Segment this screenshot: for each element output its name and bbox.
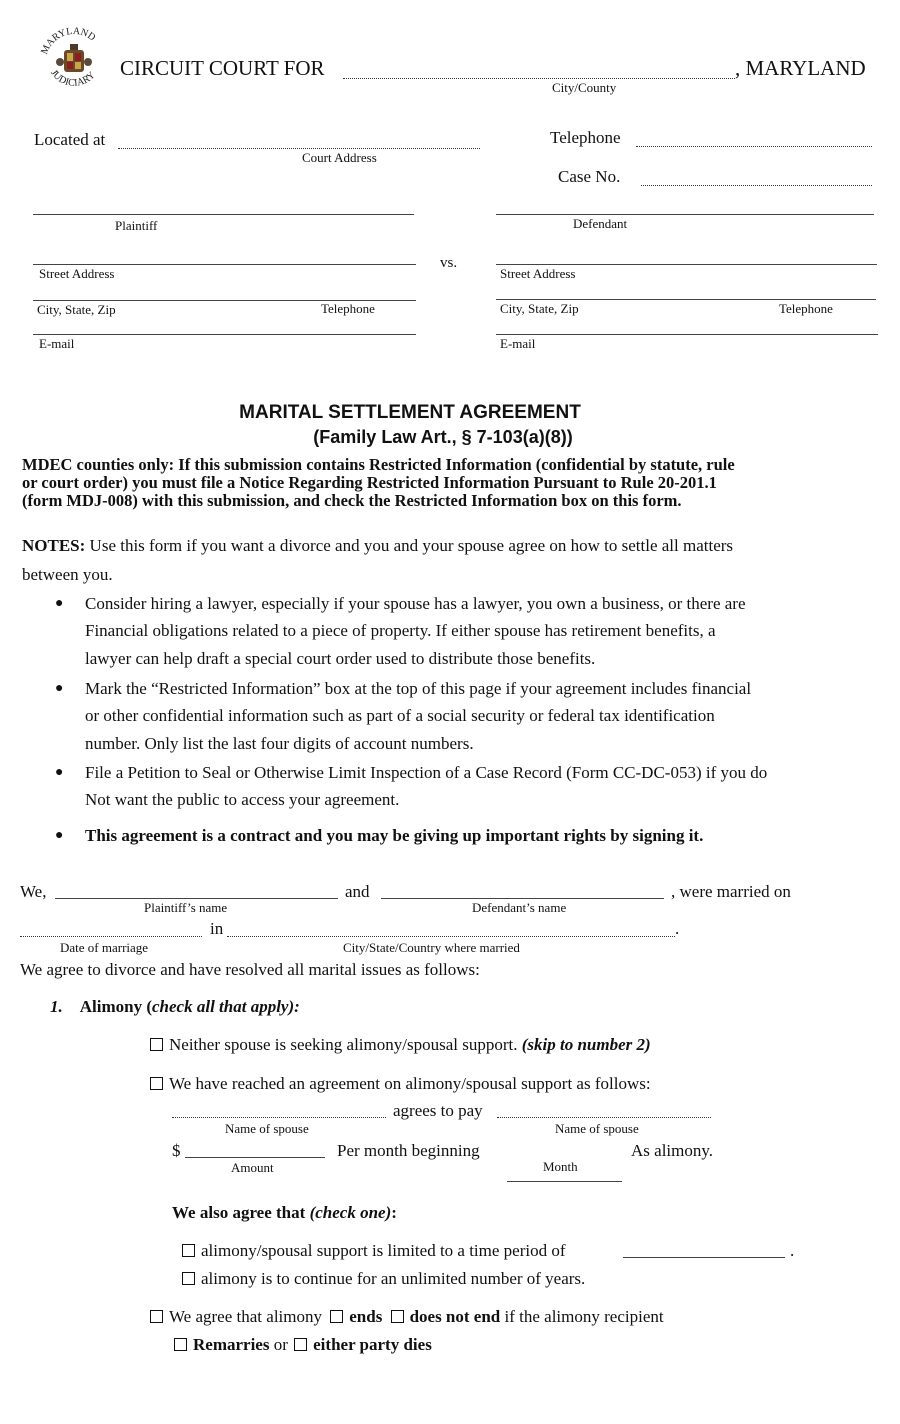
- court-title-prefix: CIRCUIT COURT FOR: [120, 56, 325, 80]
- we-label: We,: [20, 882, 47, 901]
- time-period-field[interactable]: [623, 1240, 785, 1258]
- skip-instruction: (skip to number 2): [521, 1035, 651, 1054]
- seal-icon: [36, 22, 112, 98]
- checkbox[interactable]: [294, 1338, 307, 1351]
- bullet-icon: ●: [55, 765, 64, 780]
- defendant-city-field[interactable]: [496, 283, 876, 300]
- in-label: in: [210, 919, 224, 938]
- dollar-sign: $: [172, 1141, 181, 1160]
- plaintiff-city-field[interactable]: [33, 284, 416, 301]
- option-agreement[interactable]: [150, 1074, 651, 1094]
- city-county-field[interactable]: [343, 60, 735, 79]
- checkbox[interactable]: [150, 1038, 163, 1051]
- payer-spouse-field[interactable]: [172, 1102, 386, 1118]
- note-line: File a Petition to Seal or Otherwise Limit Inspection of a Case Record (Form CC-DC-053) if you do: [85, 763, 768, 782]
- period: .: [675, 919, 680, 938]
- checkbox[interactable]: [182, 1272, 195, 1285]
- bullet-icon: ●: [55, 681, 64, 696]
- defendant-street-label: Street Address: [500, 266, 576, 281]
- notes-intro: [22, 536, 733, 556]
- note-line: or other confidential information such as part of a social security or federal tax identification: [85, 706, 715, 725]
- were-married-label: , were married on: [671, 882, 791, 901]
- also-agree-colon: :: [391, 1203, 397, 1222]
- option-no-alimony-text: Neither spouse is seeking alimony/spousal support.: [169, 1035, 518, 1054]
- defendant-name-field[interactable]: [496, 198, 874, 215]
- case-number-field[interactable]: [641, 167, 872, 186]
- place-of-marriage-label: City/State/Country where married: [343, 940, 520, 955]
- option-unlimited-text: alimony is to continue for an unlimited number of years.: [201, 1269, 586, 1288]
- plaintiff-label: Plaintiff: [115, 218, 158, 233]
- alimony-title: Alimony (: [79, 997, 152, 1016]
- notes-intro-text: Use this form if you want a divorce and you and your spouse agree on how to settle all matters: [85, 536, 734, 555]
- either-dies-option: either party dies: [313, 1335, 432, 1354]
- check-one-instruction: (check one): [309, 1203, 392, 1222]
- defendant-telephone-label: Telephone: [779, 301, 833, 316]
- date-of-marriage-label: Date of marriage: [60, 940, 149, 955]
- case-no-label: Case No.: [558, 167, 621, 186]
- bullet-icon: ●: [55, 828, 64, 843]
- payer-spouse-label: Name of spouse: [225, 1121, 309, 1136]
- note-line: Financial obligations related to a piece of property. If either spouse has retirement benefits, a: [85, 621, 716, 640]
- remarries-option: Remarries: [193, 1335, 270, 1354]
- checkbox[interactable]: [150, 1077, 163, 1090]
- plaintiff-street-field[interactable]: [33, 248, 416, 265]
- per-month-label: Per month beginning: [337, 1141, 480, 1160]
- plaintiff-city-label: City, State, Zip: [37, 302, 116, 317]
- we-agree-text: We agree that alimony: [169, 1307, 322, 1326]
- date-of-marriage-field[interactable]: [20, 920, 202, 937]
- agrees-to-pay-label: agrees to pay: [393, 1101, 483, 1120]
- and-label: and: [345, 882, 370, 901]
- checkbox[interactable]: [182, 1244, 195, 1257]
- also-agree-text: We also agree that: [172, 1203, 310, 1222]
- alimony-instruction: check all that apply):: [152, 997, 300, 1016]
- resolved-statement: We agree to divorce and have resolved all marital issues as follows:: [20, 960, 480, 979]
- defendant-email-label: E-mail: [500, 336, 536, 351]
- checkbox[interactable]: [330, 1310, 343, 1323]
- or-text: or: [273, 1335, 288, 1354]
- option-agreement-text: We have reached an agreement on alimony/spousal support as follows:: [169, 1074, 651, 1093]
- limited-period: .: [790, 1241, 795, 1260]
- if-recipient-text: if the alimony recipient: [504, 1307, 664, 1326]
- plaintiff-name-field[interactable]: [33, 198, 414, 215]
- maryland-judiciary-seal: [36, 22, 112, 98]
- plaintiff-telephone-label: Telephone: [321, 301, 375, 316]
- amount-label: Amount: [231, 1160, 274, 1175]
- option-unlimited[interactable]: [182, 1269, 585, 1289]
- defendant-email-field[interactable]: [496, 318, 878, 335]
- form-title: MARITAL SETTLEMENT AGREEMENT: [239, 402, 581, 423]
- mdec-notice: [22, 456, 735, 510]
- month-label: Month: [543, 1159, 578, 1174]
- option-termination[interactable]: [150, 1307, 664, 1327]
- amount-field[interactable]: [185, 1140, 325, 1158]
- note-line: number. Only list the last four digits of account numbers.: [85, 734, 474, 753]
- does-not-end-option: does not end: [409, 1307, 501, 1326]
- located-at-label: Located at: [34, 130, 106, 149]
- plaintiffs-name-label: Plaintiff’s name: [144, 900, 228, 915]
- note-line: Consider hiring a lawyer, especially if your spouse has a lawyer, you own a business, or there are: [85, 594, 746, 613]
- note-line: lawyer can help draft a special court order used to distribute those benefits.: [85, 649, 596, 668]
- court-address-label: Court Address: [302, 150, 377, 165]
- checkbox[interactable]: [391, 1310, 404, 1323]
- defendant-city-label: City, State, Zip: [500, 301, 579, 316]
- mdec-line: or court order) you must file a Notice Regarding Restricted Information Pursuant to Rule 20-201.1: [22, 473, 717, 492]
- versus-label: vs.: [440, 255, 458, 271]
- as-alimony-label: As alimony.: [631, 1141, 714, 1160]
- checkbox[interactable]: [174, 1338, 187, 1351]
- plaintiff-name-input[interactable]: [55, 880, 338, 899]
- court-telephone-field[interactable]: [636, 128, 872, 147]
- plaintiff-street-label: Street Address: [39, 266, 115, 281]
- mdec-line: (form MDJ-008) with this submission, and check the Restricted Information box on this form.: [22, 491, 682, 510]
- bullet-icon: ●: [55, 596, 64, 611]
- ends-option: ends: [349, 1307, 383, 1326]
- checkbox[interactable]: [150, 1310, 163, 1323]
- defendant-street-field[interactable]: [496, 248, 877, 265]
- alimony-heading: [50, 997, 300, 1017]
- city-county-label: City/County: [552, 80, 617, 95]
- court-address-field[interactable]: [118, 130, 480, 149]
- payee-spouse-field[interactable]: [497, 1102, 711, 1118]
- place-of-marriage-field[interactable]: [227, 920, 675, 937]
- option-limited-text: alimony/spousal support is limited to a time period of: [201, 1241, 566, 1260]
- mdec-line: MDEC counties only: If this submission contains Restricted Information (confidential by statute, rule: [22, 455, 735, 474]
- defendant-label: Defendant: [573, 216, 628, 231]
- also-agree-heading: [172, 1203, 397, 1223]
- form-subtitle: (Family Law Art., § 7-103(a)(8)): [313, 427, 573, 447]
- termination-conditions[interactable]: [174, 1335, 432, 1355]
- court-title-suffix: , MARYLAND: [735, 56, 866, 80]
- option-no-alimony[interactable]: [150, 1035, 651, 1055]
- seal-bottom-text: JUDICIARY: [48, 67, 98, 89]
- payee-spouse-label: Name of spouse: [555, 1121, 639, 1136]
- note-line: Mark the “Restricted Information” box at the top of this page if your agreement includes financial: [85, 679, 752, 698]
- option-limited[interactable]: [182, 1241, 566, 1261]
- month-field[interactable]: [507, 1164, 622, 1182]
- defendants-name-label: Defendant’s name: [472, 900, 567, 915]
- notes-label: NOTES:: [22, 536, 86, 555]
- plaintiff-email-label: E-mail: [39, 336, 75, 351]
- notes-intro-cont: between you.: [22, 565, 113, 584]
- seal-top-text: MARYLAND: [39, 25, 98, 57]
- defendant-name-input[interactable]: [381, 880, 664, 899]
- note-line: Not want the public to access your agreement.: [85, 790, 400, 809]
- plaintiff-email-field[interactable]: [33, 318, 416, 335]
- telephone-label: Telephone: [550, 128, 621, 147]
- contract-warning: This agreement is a contract and you may be giving up important rights by signing it.: [85, 826, 704, 845]
- section-number: 1.: [50, 997, 63, 1016]
